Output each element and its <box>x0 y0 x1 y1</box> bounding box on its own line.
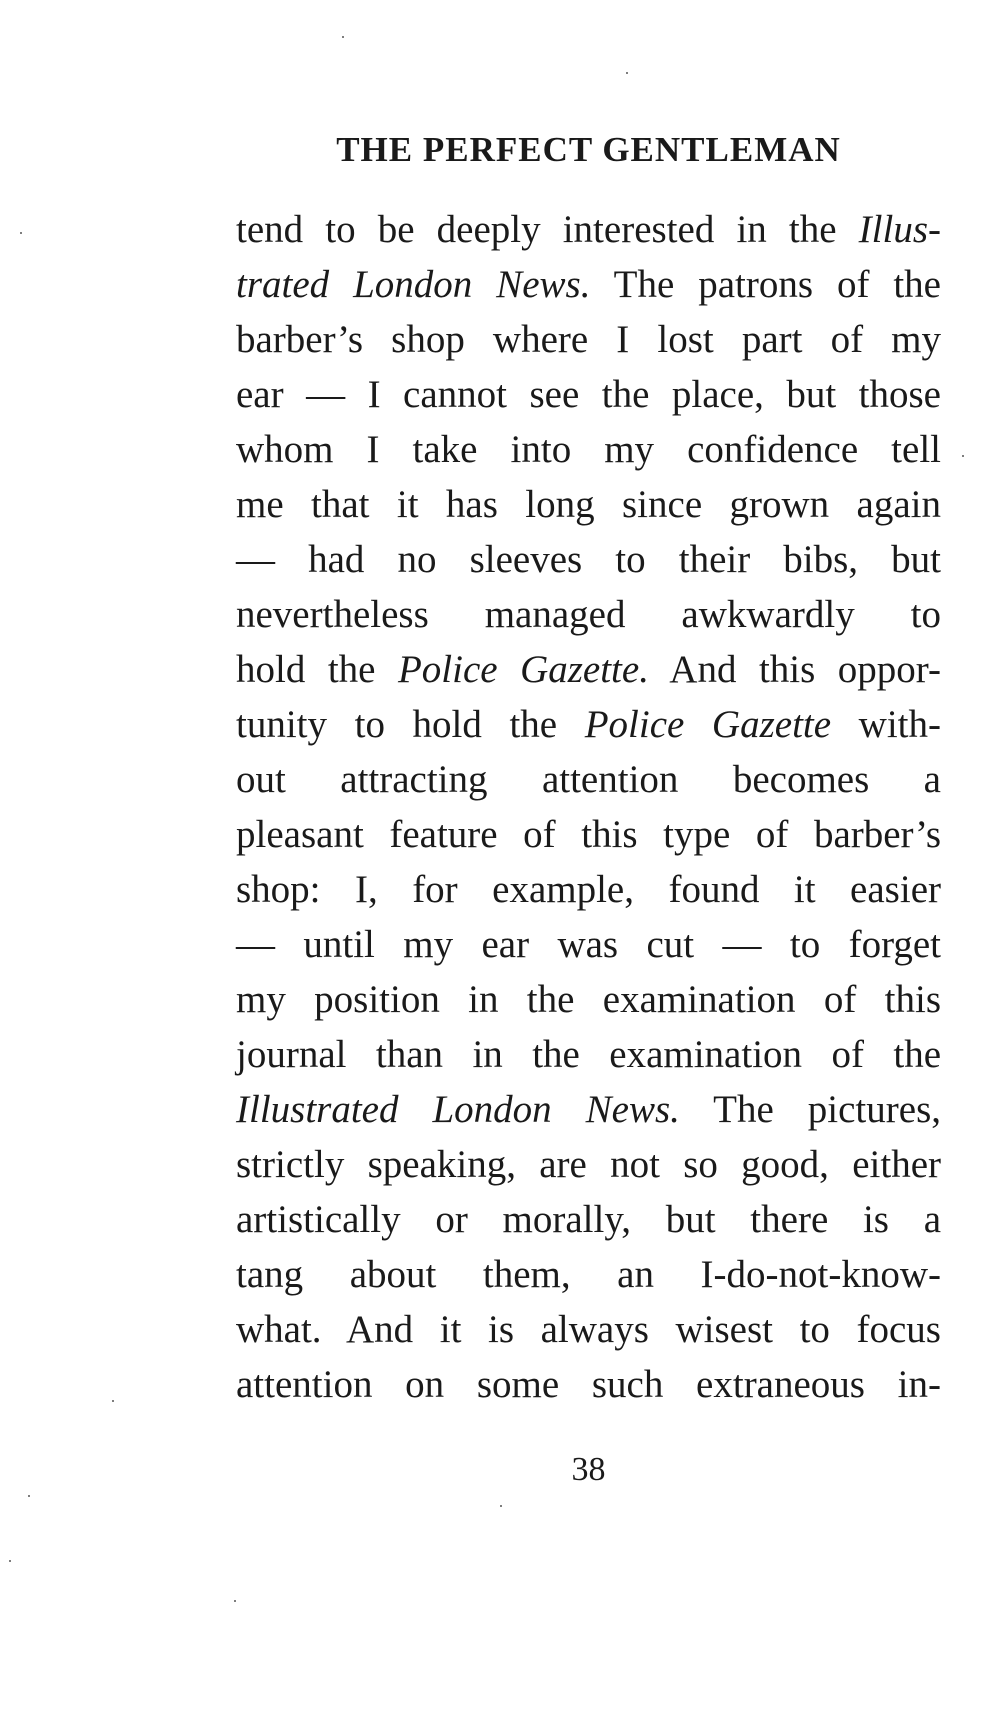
scan-speck <box>342 36 344 38</box>
scan-speck <box>500 1505 502 1507</box>
text-run: whom I take into my confidence tell <box>236 428 941 471</box>
italic-text: Illus- <box>858 208 941 251</box>
text-run: barber’s shop where I lost part of my <box>236 318 941 361</box>
text-run: what. And it is always wisest to focus <box>236 1308 941 1351</box>
scan-speck <box>962 455 964 457</box>
text-line <box>236 1357 941 1412</box>
text-run: my position in the examination of this <box>236 978 941 1021</box>
text-line <box>236 1302 941 1357</box>
text-run: The pictures, <box>679 1088 941 1131</box>
text-run: And this oppor- <box>648 648 941 691</box>
page-number: 38 <box>571 1451 606 1488</box>
text-line <box>236 1137 941 1192</box>
text-run: artistically or morally, but there is a <box>236 1198 941 1241</box>
text-line <box>236 1082 941 1137</box>
text-line <box>236 202 941 257</box>
text-line <box>236 807 941 862</box>
scan-speck <box>28 1495 30 1497</box>
text-line <box>236 752 941 807</box>
scan-speck <box>112 1400 114 1402</box>
text-run: me that it has long since grown again <box>236 483 941 526</box>
text-run: with- <box>831 703 941 746</box>
text-run: out attracting attention becomes a <box>236 758 941 801</box>
text-line <box>236 642 941 697</box>
italic-text: Police Gazette. <box>397 648 649 691</box>
text-line <box>236 312 941 367</box>
text-line <box>236 477 941 532</box>
text-run: pleasant feature of this type of barber’s <box>236 813 941 856</box>
text-line <box>236 972 941 1027</box>
text-run: The patrons of the <box>590 263 941 306</box>
text-line <box>236 532 941 587</box>
italic-text: Illustrated London News. <box>236 1088 680 1131</box>
running-head: THE PERFECT GENTLEMAN <box>336 130 841 169</box>
italic-text: trated London News. <box>236 263 591 306</box>
italic-text: Police Gazette <box>584 703 832 746</box>
text-run: nevertheless managed awkwardly to <box>236 593 941 636</box>
text-line <box>236 587 941 642</box>
text-run: strictly speaking, are not so good, either <box>236 1143 941 1186</box>
text-line <box>236 257 941 312</box>
text-run: tend to be deeply interested in the <box>236 208 859 251</box>
text-run: hold the <box>236 648 398 691</box>
text-run: tunity to hold the <box>236 703 585 746</box>
scan-speck <box>20 232 22 234</box>
text-line <box>236 422 941 477</box>
text-line <box>236 697 941 752</box>
text-run: attention on some such extraneous in- <box>236 1363 941 1406</box>
scan-speck <box>626 72 628 74</box>
scan-speck <box>9 1560 11 1562</box>
text-line <box>236 1192 941 1247</box>
text-line <box>236 1247 941 1302</box>
text-run: journal than in the examination of the <box>236 1033 941 1076</box>
scan-speck <box>234 1600 236 1602</box>
text-line <box>236 367 941 422</box>
text-line <box>236 917 941 972</box>
body-text <box>236 202 941 1412</box>
text-line <box>236 862 941 917</box>
text-run: shop: I, for example, found it easier <box>236 868 941 911</box>
text-run: tang about them, an I-do-not-know- <box>236 1253 941 1296</box>
text-run: — had no sleeves to their bibs, but <box>236 538 941 581</box>
text-run: — until my ear was cut — to forget <box>236 923 941 966</box>
text-line <box>236 1027 941 1082</box>
text-run: ear — I cannot see the place, but those <box>236 373 941 416</box>
